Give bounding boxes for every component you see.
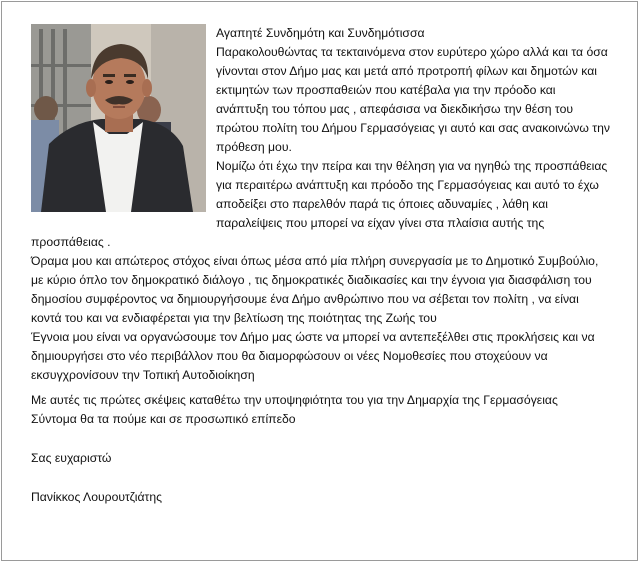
greeting: Αγαπητέ Συνδημότη και Συνδημότισσα xyxy=(216,26,425,40)
signature: Πανίκκος Λουρουτζιάτης xyxy=(31,490,163,504)
photo-spacer xyxy=(31,24,216,223)
paragraph-4: Έγνοια μου είναι να οργανώσουμε τον Δήμο μας ώστε να μπορεί να αντεπεξέλθει στις προκλήσεις και να δημιουργήσει στο νέο περιβάλλον που θα διαμορφώσουν οι νέες Νομοθεσίες που στοχεύουν να εκσυγχρονίσουν την Τοπική Αυτοδιοίκηση xyxy=(31,330,595,382)
paragraph-5: Με αυτές τις πρώτες σκέψεις καταθέτω την υποψηφιότητα του για την Δημαρχία της Γερμασόγειας xyxy=(31,393,558,407)
paragraph-2: Νομίζω ότι έχω την πείρα και την θέληση για να ηγηθώ της προσπάθειας για περαιτέρω ανάπτυξη και πρόοδο της Γερμασόγειας και αυτό το έχω αποδείξει στο παρελθόν παρά τις όποιες αδυναμίες , λάθη και παραλείψεις που μπορεί να είχαν γίνει στα πλαίσια αυτής της προσπάθειας . xyxy=(31,159,608,249)
thanks-line: Σας ευχαριστώ xyxy=(31,451,112,465)
paragraph-6: Σύντομα θα τα πούμε και σε προσωπικό επίπεδο xyxy=(31,412,296,426)
paragraph-3: Όραμα μου και απώτερος στόχος είναι όπως μέσα από μία πλήρη συνεργασία με το Δημοτικό Συμβούλιο, με κύριο όπλο τον δημοκρατικό διάλογο , τις δημοκρατικές διαδικασίες και την έγνοια για διασφάλιση του δημοσίου συμφέροντος να δημιουργήσουμε ένα Δήμο ανθρώπινο που να σέβεται τον πολίτη , να είναι κοντά του και να ενδιαφέρεται για την βελτίωση της ποιότητας της Ζωής του xyxy=(31,254,599,325)
letter-body xyxy=(31,24,611,507)
paragraph-1: Παρακολουθώντας τα τεκταινόμενα στον ευρύτερο χώρο αλλά και τα όσα γίνονται στον Δήμο μας και μετά από προτροπή φίλων και δημοτών και εκτιμητών των προσπαθειών που κατέβαλα για την πρόοδο και ανάπτυξη του τόπου μας , απεφάσισα να διεκδικήσω την θέση του πρώτου πολίτη του Δήμου Γερμασόγειας γι αυτό και σας ανακοινώνω την πρόθεση μου. xyxy=(216,45,610,154)
